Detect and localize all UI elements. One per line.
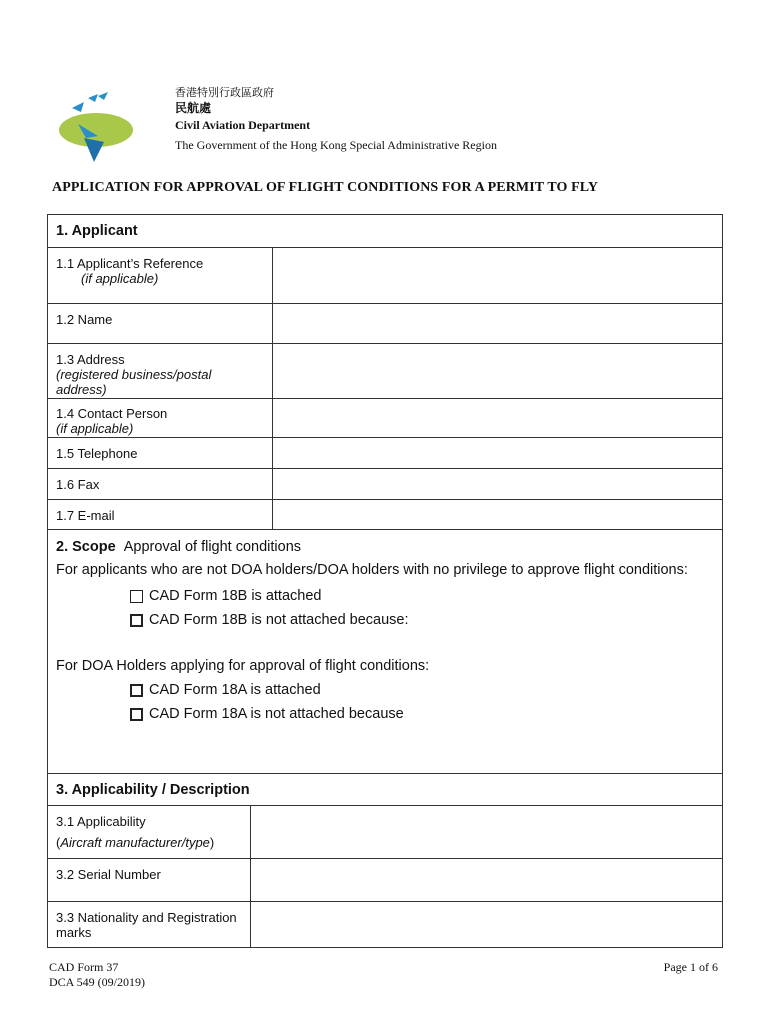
field-row-address	[48, 344, 722, 399]
nationality-registration-input[interactable]	[251, 902, 722, 947]
checkbox-18a-attached[interactable]	[130, 684, 143, 697]
reference-input[interactable]	[273, 248, 722, 303]
section-2-subheading: Approval of flight conditions	[123, 539, 302, 555]
field-label-applicability: 3.1 Applicability (Aircraft manufacturer/type)	[48, 806, 251, 858]
footer-left	[49, 960, 145, 990]
serial-number-input[interactable]	[251, 859, 722, 901]
field-row-contact	[48, 399, 722, 438]
department-name: Civil Aviation Department	[175, 118, 311, 132]
government-name: The Government of the Hong Kong Special Administrative Region	[175, 138, 497, 152]
telephone-input[interactable]	[273, 438, 722, 468]
field-row-fax	[48, 469, 722, 500]
contact-person-input[interactable]	[273, 399, 722, 437]
section-2-heading: 2. Scope Approval of flight conditions	[56, 539, 302, 555]
option-18b-attached: CAD Form 18B is attached	[130, 584, 714, 608]
option-18a-attached: CAD Form 18A is attached	[130, 678, 714, 702]
option-18a-not-attached: CAD Form 18A is not attached because	[130, 702, 714, 726]
field-label-serial: 3.2 Serial Number	[48, 859, 251, 901]
name-input[interactable]	[273, 304, 722, 343]
field-label-nationality: 3.3 Nationality and Registration marks	[48, 902, 251, 947]
footer-page-number: Page 1 of 6	[663, 960, 718, 974]
doa-intro: For DOA Holders applying for approval of flight conditions:	[56, 658, 430, 674]
chinese-government-name: 香港特別行政區政府	[175, 87, 274, 99]
field-row-serial	[48, 859, 722, 902]
checkbox-18a-not-attached[interactable]	[130, 708, 143, 721]
field-label-fax: 1.6 Fax	[48, 469, 273, 499]
footer-form-number: CAD Form 37	[49, 960, 119, 974]
field-label-address: 1.3 Address (registered business/postal address)	[48, 344, 273, 398]
field-label-telephone: 1.5 Telephone	[48, 438, 273, 468]
field-row-applicability	[48, 806, 722, 859]
checkbox-18b-not-attached[interactable]	[130, 614, 143, 627]
field-note-reference: (if applicable)	[81, 271, 159, 286]
footer-dca: DCA 549 (09/2019)	[49, 975, 145, 989]
application-form	[47, 214, 723, 948]
section-2-scope	[48, 530, 722, 774]
address-input[interactable]	[273, 344, 722, 398]
field-row-nationality	[48, 902, 722, 947]
field-label-reference: 1.1 Applicant’s Reference (if applicable)	[48, 248, 273, 303]
field-label-contact: 1.4 Contact Person (if applicable)	[48, 399, 273, 437]
field-note-contact: (if applicable)	[56, 421, 134, 436]
section-3-heading: 3. Applicability / Description	[48, 774, 722, 806]
department-header	[175, 86, 497, 153]
field-row-reference	[48, 248, 722, 304]
cad-logo	[58, 88, 138, 166]
email-input[interactable]	[273, 500, 722, 529]
field-note-address: (registered business/postal address)	[56, 367, 212, 397]
non-doa-intro: For applicants who are not DOA holders/DOA holders with no privilege to approve flight conditions:	[56, 562, 688, 578]
option-18b-not-attached: CAD Form 18B is not attached because:	[130, 608, 714, 632]
fax-input[interactable]	[273, 469, 722, 499]
section-1-heading: 1. Applicant	[48, 215, 722, 248]
field-row-name	[48, 304, 722, 344]
field-row-telephone	[48, 438, 722, 469]
checkbox-18b-attached[interactable]	[130, 590, 143, 603]
field-note-applicability: (Aircraft manufacturer/type)	[56, 835, 215, 850]
form-title: APPLICATION FOR APPROVAL OF FLIGHT CONDITIONS FOR A PERMIT TO FLY	[52, 180, 599, 195]
field-label-email: 1.7 E-mail	[48, 500, 273, 529]
applicability-input[interactable]	[251, 806, 722, 858]
field-label-name: 1.2 Name	[48, 304, 273, 343]
field-row-email	[48, 500, 722, 530]
chinese-department-name: 民航處	[175, 101, 212, 115]
